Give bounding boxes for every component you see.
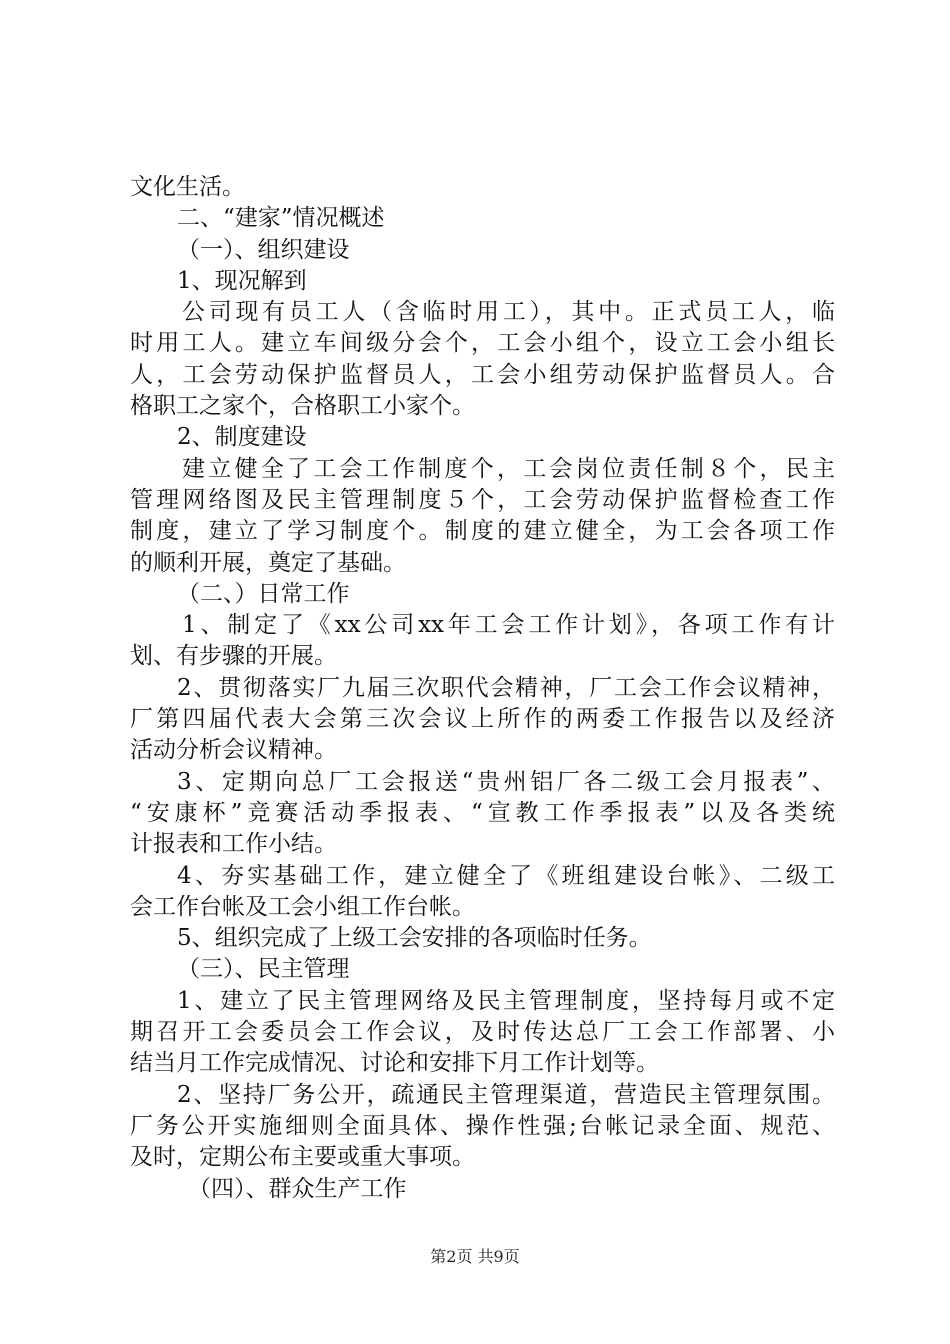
text-line: 的顺利开展，奠定了基础。 [130,549,406,576]
text-line: 2、制度建设 [177,424,307,451]
text-line: 文化生活。 [130,174,245,200]
text-line: 1、制定了《xx公司xx年工会工作计划》，各项工作有计 [182,612,835,639]
text-line: 2、坚持厂务公开，疏通民主管理渠道，营造民主管理氛围。 [177,1081,835,1108]
page-number-footer: 第2页 共9页 [430,1247,520,1266]
text-line: 2、贯彻落实厂九届三次职代会精神，厂工会工作会议精神， [177,674,835,701]
text-line: 活动分析会议精神。 [130,737,337,764]
text-line: 人，工会劳动保护监督员人，工会小组劳动保护监督员人。合 [130,361,835,388]
text-line: 5、组织完成了上级工会安排的各项临时任务。 [177,925,652,952]
text-line: 1、建立了民主管理网络及民主管理制度，坚持每月或不定 [177,987,835,1014]
text-line: 结当月工作完成情况、讨论和安排下月工作计划等。 [130,1050,659,1077]
text-line: 管理网络图及民主管理制度５个，工会劳动保护监督检查工作 [130,486,835,513]
text-line: 4、夯实基础工作，建立健全了《班组建设台帐》、二级工 [177,862,835,889]
text-line: （二、）日常工作 [177,580,350,607]
text-line: （四）、群众生产工作 [188,1175,407,1202]
text-line: 3、定期向总厂工会报送“贵州铝厂各二级工会月报表”、 [177,768,835,795]
text-line: 公司现有员工人（含临时用工），其中。正式员工人，临 [182,299,835,326]
text-line: 格职工之家个，合格职工小家个。 [130,393,475,420]
text-line: （一）、组织建设 [177,236,350,263]
text-line: 制度，建立了学习制度个。制度的建立健全，为工会各项工作 [130,518,835,545]
text-line: 期召开工会委员会工作会议，及时传达总厂工会工作部署、小 [130,1019,835,1046]
text-line: （三）、民主管理 [177,956,350,983]
text-line: 建立健全了工会工作制度个，工会岗位责任制８个，民主 [182,455,835,482]
text-line: “安康杯”竞赛活动季报表、“宣教工作季报表”以及各类统 [130,799,835,826]
text-line: 计报表和工作小结。 [130,831,337,858]
text-line: 划、有步骤的开展。 [130,643,337,670]
text-line: 时用工人。建立车间级分会个，工会小组个，设立工会小组长 [130,330,835,357]
text-line: 会工作台帐及工会小组工作台帐。 [130,893,475,920]
text-line: 1、现况解到 [177,267,307,294]
text-line: 二、“建家”情况概述 [177,205,385,232]
text-line: 厂务公开实施细则全面具体、操作性强;台帐记录全面、规范、 [130,1112,835,1139]
document-body [130,172,835,1205]
text-line: 厂第四届代表大会第三次会议上所作的两委工作报告以及经济 [130,706,835,733]
text-line: 及时，定期公布主要或重大事项。 [130,1144,475,1171]
